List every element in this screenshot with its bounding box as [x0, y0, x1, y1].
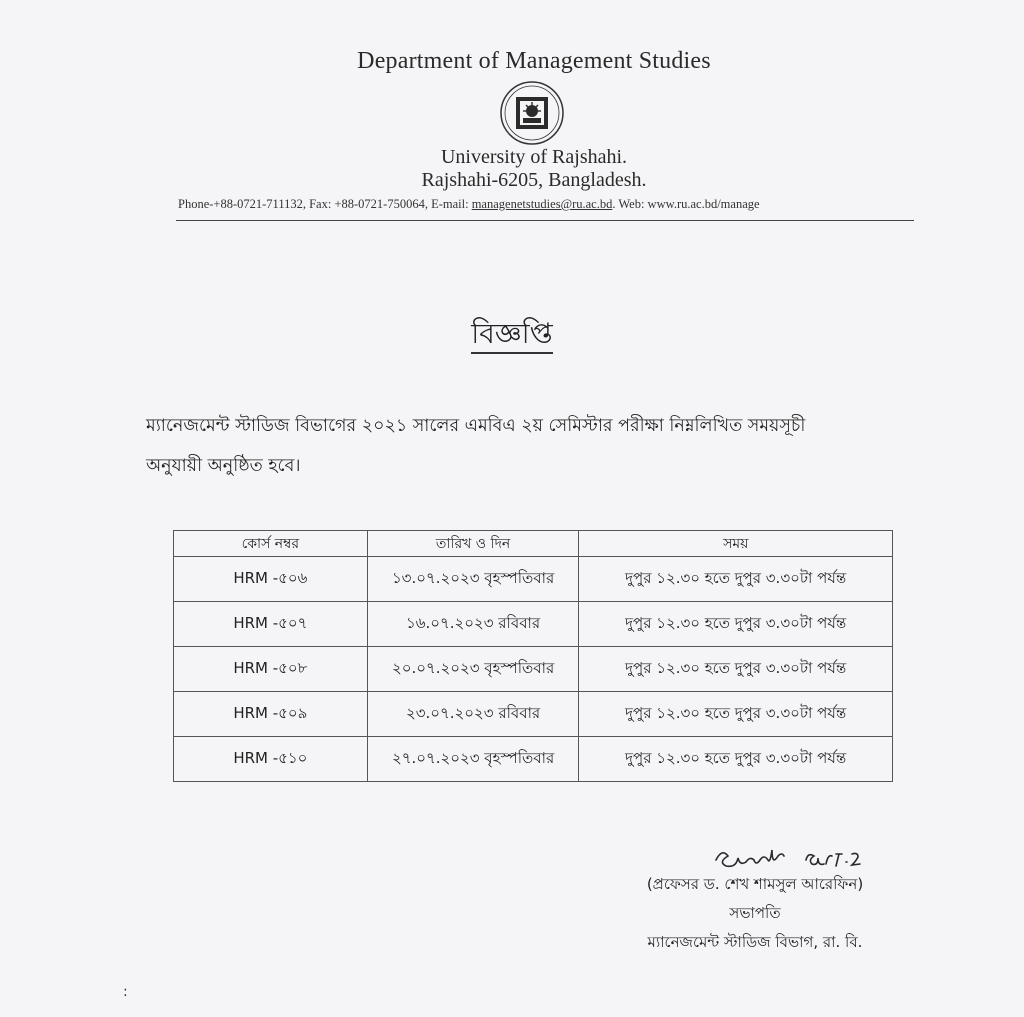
signatory-block — [600, 870, 910, 957]
signatory-designation: সভাপতি — [729, 904, 781, 922]
column-header-course: কোর্স নম্বর — [174, 531, 368, 557]
signatory-department: ম্যানেজমেন্ট স্টাডিজ বিভাগ, রা. বি. — [647, 933, 863, 951]
contact-line — [178, 197, 760, 212]
university-address — [0, 146, 1024, 192]
email-link[interactable]: managenetstudies@ru.ac.bd — [471, 197, 613, 211]
table-row — [174, 557, 893, 602]
time-cell: দুপুর ১২.৩০ হতে দুপুর ৩.৩০টা পর্যন্ত — [579, 557, 893, 602]
date-cell: ১৬.০৭.২০২৩ রবিবার — [367, 602, 579, 647]
course-cell: HRM -৫০৬ — [174, 557, 368, 602]
notice-body — [146, 406, 926, 486]
university-name: University of Rajshahi. — [440, 146, 628, 168]
course-cell: HRM -৫০৮ — [174, 647, 368, 692]
notice-body-line-1: ম্যানেজমেন্ট স্টাডিজ বিভাগের ২০২১ সালের এমবিএ ২য় সেমিস্টার পরীক্ষা নিম্নলিখিত সময়সূচী — [146, 416, 806, 436]
notice-body-line-2: অনুযায়ী অনুষ্ঠিত হবে। — [146, 456, 301, 476]
table-header-row — [174, 531, 893, 557]
header-divider — [176, 220, 914, 221]
table-row — [174, 692, 893, 737]
date-cell: ২০.০৭.২০২৩ বৃহস্পতিবার — [367, 647, 579, 692]
time-cell: দুপুর ১২.৩০ হতে দুপুর ৩.৩০টা পর্যন্ত — [579, 602, 893, 647]
time-cell: দুপুর ১২.৩০ হতে দুপুর ৩.৩০টা পর্যন্ত — [579, 647, 893, 692]
column-header-date: তারিখ ও দিন — [367, 531, 579, 557]
course-cell: HRM -৫১০ — [174, 737, 368, 782]
notice-title-text: বিজ্ঞপ্তি — [471, 317, 552, 354]
university-logo — [499, 80, 565, 146]
notice-title — [0, 312, 1024, 359]
department-name: Department of Management Studies — [357, 48, 711, 74]
exam-schedule-table — [173, 530, 893, 782]
contact-suffix: . Web: www.ru.ac.bd/manage — [612, 197, 760, 211]
table-row — [174, 737, 893, 782]
course-cell: HRM -৫০৭ — [174, 602, 368, 647]
time-cell: দুপুর ১২.৩০ হতে দুপুর ৩.৩০টা পর্যন্ত — [579, 737, 893, 782]
date-cell: ২৩.০৭.২০২৩ রবিবার — [367, 692, 579, 737]
contact-prefix: Phone-+88-0721-711132, Fax: +88-0721-750064, E-mail: — [178, 197, 472, 211]
column-header-time: সময় — [579, 531, 893, 557]
margin-mark: : — [123, 984, 128, 1000]
signatory-name: (প্রফেসর ড. শেখ শামসুল আরেফিন) — [646, 875, 864, 893]
date-cell: ১৩.০৭.২০২৩ বৃহস্পতিবার — [367, 557, 579, 602]
table-row — [174, 602, 893, 647]
course-cell: HRM -৫০৯ — [174, 692, 368, 737]
postal-address: Rajshahi-6205, Bangladesh. — [421, 169, 647, 191]
date-cell: ২৭.০৭.২০২৩ বৃহস্পতিবার — [367, 737, 579, 782]
table-row — [174, 647, 893, 692]
time-cell: দুপুর ১২.৩০ হতে দুপুর ৩.৩০টা পর্যন্ত — [579, 692, 893, 737]
